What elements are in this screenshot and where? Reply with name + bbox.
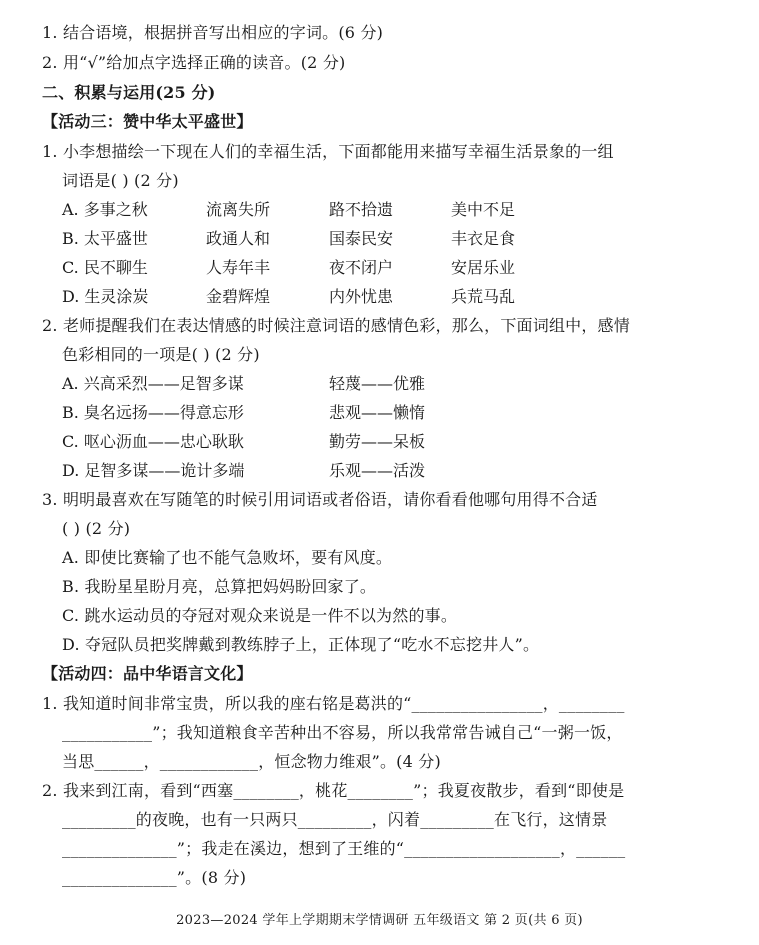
a4-q2-line2: _________的夜晚，也有一只两只_________，闪着_________在飞行，这情景 xyxy=(62,810,608,829)
option-word: A. 多事之秋 xyxy=(62,200,148,219)
a4-q2-line4: ______________”。(8 分) xyxy=(62,868,247,887)
a3-q3-option-b: B. 我盼星星盼月亮，总算把妈妈盼回家了。 xyxy=(62,577,377,596)
option-word: 兵荒马乱 xyxy=(451,287,516,306)
option-pair: 悲观——懒惰 xyxy=(329,403,426,422)
a4-q1-line2: ___________”；我知道粮食辛苦种出不容易，所以我常常告诫自己“一粥一饭， xyxy=(62,723,623,742)
question-pronunciation: 2. 用“√”给加点字选择正确的读音。(2 分) xyxy=(42,53,346,72)
option-word: 流离失所 xyxy=(206,200,271,219)
a3-q3-option-a: A. 即使比赛输了也不能气急败坏，要有风度。 xyxy=(62,548,393,567)
option-pair: 轻蔑——优雅 xyxy=(329,374,426,393)
a3-q3-option-d: D. 夺冠队员把奖牌戴到教练脖子上，正体现了“吃水不忘挖井人”。 xyxy=(62,635,540,654)
activity-three-title: 【活动三：赞中华太平盛世】 xyxy=(42,112,253,131)
option-word: 安居乐业 xyxy=(451,258,516,277)
option-word: 路不拾遗 xyxy=(329,200,394,219)
option-word: D. 生灵涂炭 xyxy=(62,287,149,306)
option-word: 政通人和 xyxy=(206,229,271,248)
a3-q2-line1: 2. 老师提醒我们在表达情感的时候注意词语的感情色彩，那么，下面词组中，感情 xyxy=(42,316,630,335)
page-footer: 2023—2024 学年上学期期末学情调研 五年级语文 第 2 页(共 6 页) xyxy=(176,913,583,928)
option-word: 人寿年丰 xyxy=(206,258,271,277)
option-word: C. 民不聊生 xyxy=(62,258,148,277)
question-pinyin-words: 1. 结合语境，根据拼音写出相应的字词。(6 分) xyxy=(42,23,384,42)
a3-q3-option-c: C. 跳水运动员的夺冠对观众来说是一件不以为然的事。 xyxy=(62,606,458,625)
a4-q2-line1: 2. 我来到江南，看到“西塞________，桃花________”；我夏夜散步，看到“即使是 xyxy=(42,781,625,800)
option-pair: D. 足智多谋——诡计多端 xyxy=(62,461,245,480)
option-pair: A. 兴高采烈——足智多谋 xyxy=(62,374,244,393)
option-word: 夜不闭户 xyxy=(329,258,394,277)
a4-q1-line3: 当思______，____________，恒念物力维艰”。(4 分) xyxy=(62,752,441,771)
option-pair: C. 呕心沥血——忠心耿耿 xyxy=(62,432,244,451)
a3-q3-line2: ( ) (2 分) xyxy=(62,519,131,538)
option-word: 美中不足 xyxy=(451,200,516,219)
option-word: B. 太平盛世 xyxy=(62,229,148,248)
option-word: 丰衣足食 xyxy=(451,229,516,248)
a4-q2-line3: ______________”；我走在溪边，想到了王维的“___________________，______ xyxy=(62,839,626,858)
option-word: 内外忧患 xyxy=(329,287,394,306)
a3-q1-line2: 词语是( ) (2 分) xyxy=(62,171,179,190)
section-title: 二、积累与运用(25 分) xyxy=(42,83,216,102)
a4-q1-line1: 1. 我知道时间非常宝贵，所以我的座右铭是葛洪的“________________，________ xyxy=(42,694,625,713)
activity-four-title: 【活动四：品中华语言文化】 xyxy=(42,664,253,683)
a3-q1-line1: 1. 小李想描绘一下现在人们的幸福生活，下面都能用来描写幸福生活景象的一组 xyxy=(42,142,614,161)
option-pair: B. 臭名远扬——得意忘形 xyxy=(62,403,244,422)
option-word: 国泰民安 xyxy=(329,229,394,248)
a3-q3-line1: 3. 明明最喜欢在写随笔的时候引用词语或者俗语，请你看看他哪句用得不合适 xyxy=(42,490,598,509)
a3-q2-line2: 色彩相同的一项是( ) (2 分) xyxy=(62,345,260,364)
option-pair: 勤劳——呆板 xyxy=(329,432,426,451)
option-word: 金碧辉煌 xyxy=(206,287,271,306)
option-pair: 乐观——活泼 xyxy=(329,461,426,480)
